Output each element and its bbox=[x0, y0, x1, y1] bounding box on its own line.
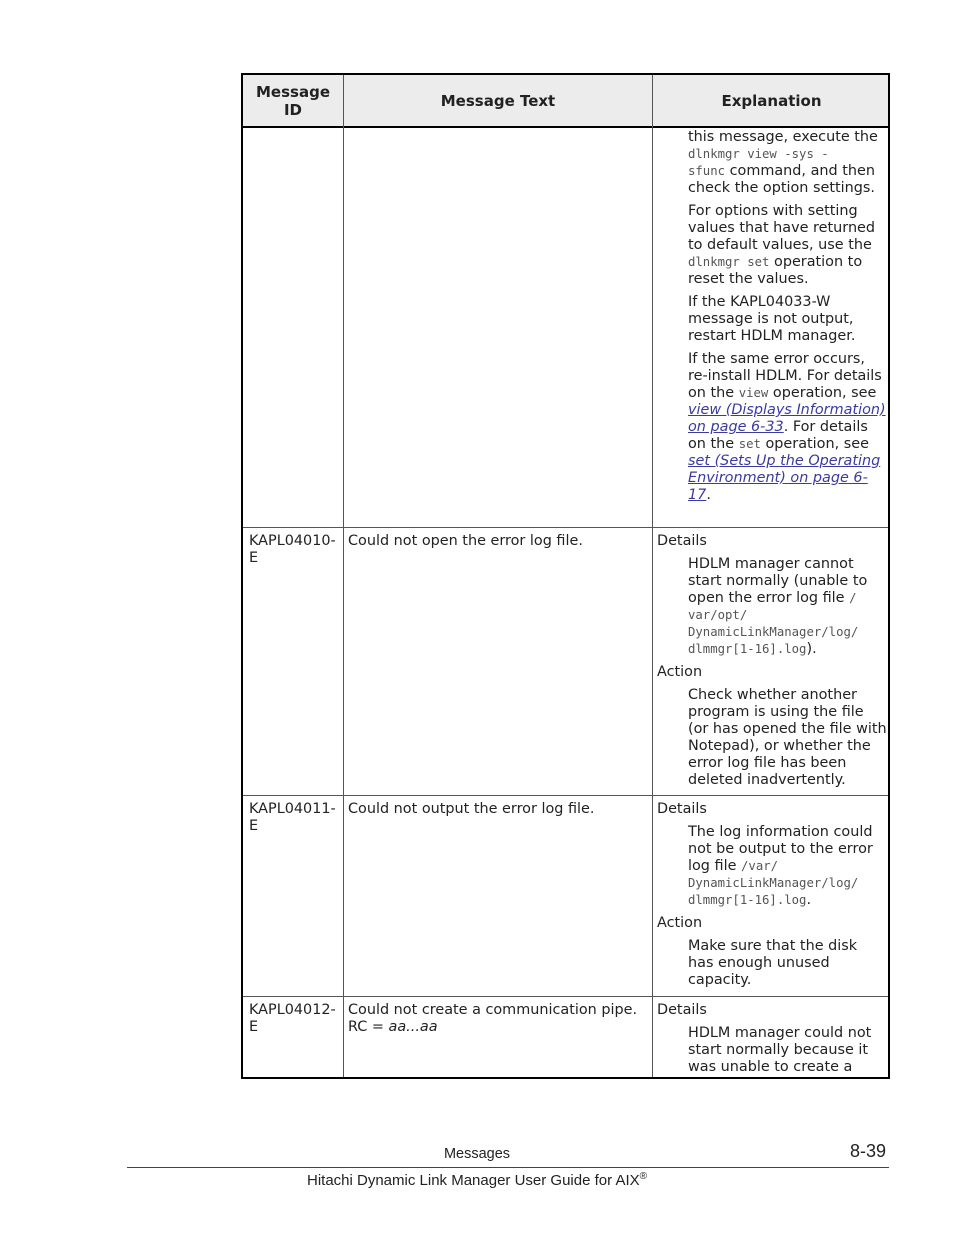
action-label: Action bbox=[657, 915, 703, 931]
row-divider bbox=[243, 996, 888, 997]
view-link[interactable]: view (Displays Information) on page 6-33 bbox=[688, 402, 886, 435]
message-id-suffix: E bbox=[249, 818, 259, 834]
code: var/opt/ bbox=[688, 608, 748, 622]
code: set bbox=[738, 437, 761, 451]
row-divider bbox=[243, 527, 888, 528]
text: this message, execute the bbox=[688, 129, 878, 145]
table-row-id bbox=[249, 1002, 341, 1036]
text: If the same error occurs, re-install HDLM. For details on the bbox=[688, 351, 882, 401]
message-id-suffix: E bbox=[249, 1019, 259, 1035]
code: DynamicLinkManager/log/ bbox=[688, 876, 859, 890]
action-text: Make sure that the disk has enough unused capacity. bbox=[688, 938, 858, 988]
text: Could not create a communication pipe. bbox=[348, 1002, 638, 1018]
text: . bbox=[706, 487, 711, 503]
code: DynamicLinkManager/log/ bbox=[688, 625, 859, 639]
text: command, and then check the option settings. bbox=[688, 163, 875, 196]
message-text: Could not output the error log file. bbox=[348, 801, 595, 817]
page-number: 8-39 bbox=[850, 1141, 887, 1161]
text: . bbox=[806, 892, 812, 908]
code: dlmmgr[1-16].log bbox=[688, 893, 807, 907]
footer-section-title: Messages bbox=[443, 1146, 511, 1162]
message-text: Could not open the error log file. bbox=[348, 533, 583, 549]
message-id: KAPL04011- bbox=[249, 801, 336, 817]
text: The log information could not be output to the error log file bbox=[688, 824, 873, 874]
code: dlmmgr[1-16].log bbox=[688, 642, 807, 656]
table-header bbox=[243, 75, 888, 128]
text: . For details on the bbox=[688, 419, 868, 452]
message-id: KAPL04012- bbox=[249, 1002, 336, 1018]
code: / bbox=[849, 591, 857, 605]
table-row-id bbox=[249, 801, 341, 835]
header-message-id: Message ID bbox=[256, 82, 330, 119]
text: ). bbox=[806, 641, 817, 657]
explanation-cell bbox=[657, 1002, 887, 1082]
code: /var/ bbox=[741, 859, 779, 873]
message-id-suffix: E bbox=[249, 550, 259, 566]
registered-mark: ® bbox=[639, 1171, 647, 1182]
footer-divider bbox=[127, 1167, 889, 1168]
code: dlnkmgr view -sys - bbox=[688, 147, 829, 161]
message-text bbox=[348, 1002, 648, 1036]
code: dlnkmgr set bbox=[688, 255, 770, 269]
header-message-text: Message Text bbox=[440, 91, 556, 110]
return-code-variable: aa...aa bbox=[388, 1019, 438, 1035]
continued-explanation bbox=[688, 129, 886, 510]
text: If the KAPL04033-W message is not output, restart HDLM manager. bbox=[688, 294, 856, 344]
column-divider bbox=[343, 75, 344, 1077]
code: view bbox=[738, 386, 769, 400]
explanation-cell bbox=[657, 533, 887, 795]
text: For options with setting values that have returned to default values, use the bbox=[688, 203, 876, 253]
text: operation, see bbox=[760, 436, 869, 452]
row-divider bbox=[243, 795, 888, 796]
set-link[interactable]: set (Sets Up the Operating Environment) on page 6-17 bbox=[688, 453, 881, 503]
code: sfunc bbox=[688, 164, 726, 178]
book-title: Hitachi Dynamic Link Manager User Guide for AIX bbox=[306, 1172, 640, 1189]
details-label: Details bbox=[657, 801, 707, 817]
action-label: Action bbox=[657, 664, 703, 680]
message-id: KAPL04010- bbox=[249, 533, 336, 549]
text: HDLM manager cannot start normally (unable to open the error log file bbox=[688, 556, 868, 606]
details-label: Details bbox=[657, 1002, 707, 1018]
details-text: HDLM manager could not start normally because it was unable to create a bbox=[688, 1025, 872, 1075]
header-explanation: Explanation bbox=[721, 91, 822, 110]
message-table bbox=[241, 73, 890, 1079]
text: operation, see bbox=[768, 385, 877, 401]
text: RC = bbox=[348, 1019, 389, 1035]
text: operation to reset the values. bbox=[688, 254, 863, 287]
details-label: Details bbox=[657, 533, 707, 549]
column-divider bbox=[652, 75, 653, 1077]
details-text bbox=[688, 824, 887, 909]
footer-book-title bbox=[0, 1171, 954, 1189]
table-row-id bbox=[249, 533, 341, 567]
explanation-cell bbox=[657, 801, 887, 995]
action-text: Check whether another program is using the file (or has opened the file with Notepad), or whether the error log file has been deleted inadvertently. bbox=[688, 687, 887, 788]
details-text bbox=[688, 556, 887, 658]
